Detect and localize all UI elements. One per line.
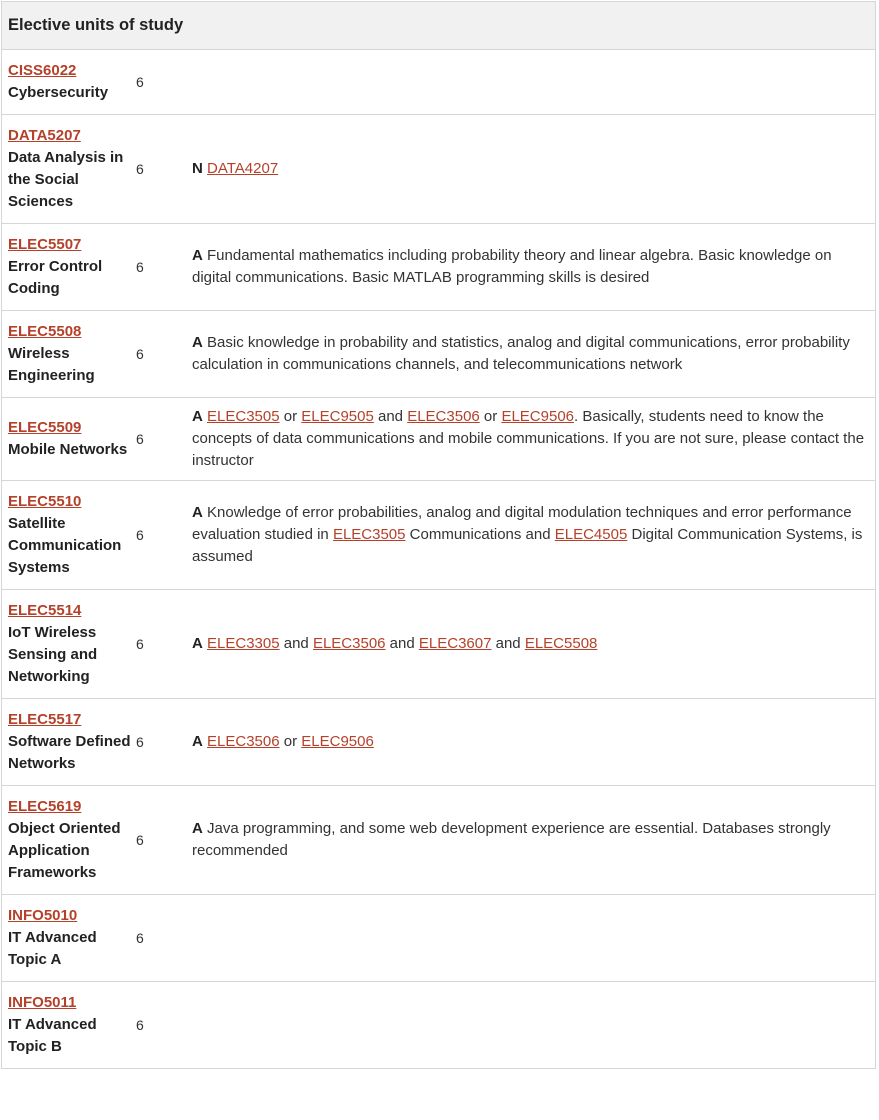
unit-code-link[interactable]: ELEC5619 bbox=[8, 798, 82, 815]
requirement-text: or bbox=[479, 408, 502, 425]
unit-cell bbox=[2, 699, 134, 785]
table-row bbox=[2, 590, 875, 699]
requirement-type: A bbox=[192, 334, 203, 351]
requirements-cell bbox=[192, 398, 875, 480]
table-row bbox=[2, 481, 875, 590]
unit-name: Error Control Coding bbox=[8, 258, 103, 297]
unit-cell bbox=[2, 407, 134, 471]
table-row bbox=[2, 982, 875, 1069]
requirement-type: A bbox=[192, 635, 203, 652]
unit-code-link[interactable]: ELEC5514 bbox=[8, 602, 82, 619]
unit-name: Data Analysis in the Social Sciences bbox=[8, 149, 124, 210]
table-row bbox=[2, 50, 875, 115]
requirements-cell bbox=[192, 723, 875, 761]
table-row bbox=[2, 786, 875, 895]
unit-code-link[interactable]: ELEC5510 bbox=[8, 493, 82, 510]
unit-name: Mobile Networks bbox=[8, 441, 128, 458]
requirement-type: A bbox=[192, 733, 203, 750]
table-row bbox=[2, 895, 875, 982]
credit-points: 6 bbox=[136, 259, 144, 275]
requirement-text: Communications and bbox=[405, 526, 555, 543]
requirement-text: Digital Communication Systems, is assumed bbox=[192, 526, 863, 565]
requirements-cell bbox=[192, 494, 875, 576]
requirement-type: A bbox=[192, 504, 203, 521]
unit-name: Wireless Engineering bbox=[8, 345, 95, 384]
credit-points: 6 bbox=[136, 431, 144, 447]
requirement-unit-link[interactable]: ELEC4505 bbox=[554, 526, 628, 543]
requirement-text: and bbox=[373, 408, 408, 425]
unit-code-link[interactable]: INFO5010 bbox=[8, 907, 78, 924]
requirement-unit-link[interactable]: ELEC3607 bbox=[418, 635, 492, 652]
table-row bbox=[2, 398, 875, 481]
requirement-unit-link[interactable]: ELEC3506 bbox=[312, 635, 386, 652]
credit-points: 6 bbox=[136, 930, 144, 946]
unit-code-link[interactable]: ELEC5509 bbox=[8, 419, 82, 436]
unit-code-link[interactable]: ELEC5508 bbox=[8, 323, 82, 340]
unit-cell bbox=[2, 982, 134, 1068]
unit-cell bbox=[2, 311, 134, 397]
requirement-type: A bbox=[192, 247, 203, 264]
unit-name: Cybersecurity bbox=[8, 84, 109, 101]
unit-name: IT Advanced Topic B bbox=[8, 1016, 97, 1055]
requirement-type: N bbox=[192, 160, 203, 177]
requirement-text: Basic knowledge in probability and statistics, analog and digital communications, error probability calculation in communications channels, and telecommunications network bbox=[192, 334, 850, 373]
unit-name: Object Oriented Application Frameworks bbox=[8, 820, 121, 881]
requirement-text: or bbox=[279, 733, 302, 750]
requirement-unit-link[interactable]: DATA4207 bbox=[207, 160, 279, 177]
credit-points: 6 bbox=[136, 1017, 144, 1033]
unit-cell bbox=[2, 481, 134, 589]
requirements-cell bbox=[192, 1017, 875, 1033]
unit-cell bbox=[2, 50, 134, 114]
requirement-text: and bbox=[279, 635, 313, 652]
unit-name: IoT Wireless Sensing and Networking bbox=[8, 624, 98, 685]
unit-name: IT Advanced Topic A bbox=[8, 929, 97, 968]
requirement-text: and bbox=[385, 635, 419, 652]
unit-cell bbox=[2, 590, 134, 698]
requirements-cell bbox=[192, 324, 875, 384]
credit-points: 6 bbox=[136, 832, 144, 848]
table-row bbox=[2, 115, 875, 224]
requirement-unit-link[interactable]: ELEC9506 bbox=[501, 408, 575, 425]
requirements-cell bbox=[192, 74, 875, 90]
unit-code-link[interactable]: INFO5011 bbox=[8, 994, 77, 1011]
requirement-type: A bbox=[192, 820, 203, 837]
requirement-type: A bbox=[192, 408, 203, 425]
requirement-text: or bbox=[279, 408, 302, 425]
requirement-text: . Basically, students need to know the concepts of data communications and mobile communications. If you are not sure, please contact the instructor bbox=[192, 408, 865, 469]
credit-points: 6 bbox=[136, 734, 144, 750]
requirement-unit-link[interactable]: ELEC3305 bbox=[207, 635, 280, 652]
requirement-unit-link[interactable]: ELEC3506 bbox=[407, 408, 480, 425]
requirement-unit-link[interactable]: ELEC5508 bbox=[524, 635, 598, 652]
unit-name: Satellite Communication Systems bbox=[8, 515, 122, 576]
requirement-unit-link[interactable]: ELEC3505 bbox=[207, 408, 280, 425]
unit-name: Software Defined Networks bbox=[8, 733, 131, 772]
table-row bbox=[2, 311, 875, 398]
requirements-cell bbox=[192, 625, 875, 663]
table-row bbox=[2, 224, 875, 311]
credit-points: 6 bbox=[136, 636, 144, 652]
unit-code-link[interactable]: CISS6022 bbox=[8, 62, 77, 79]
requirement-text: and bbox=[491, 635, 525, 652]
requirement-unit-link[interactable]: ELEC9505 bbox=[301, 408, 374, 425]
section-title: Elective units of study bbox=[8, 16, 184, 34]
section-header bbox=[2, 2, 875, 50]
unit-code-link[interactable]: ELEC5517 bbox=[8, 711, 82, 728]
credit-points: 6 bbox=[136, 527, 144, 543]
requirements-cell bbox=[192, 810, 875, 870]
requirement-text: Knowledge of error probabilities, analog and digital modulation techniques and error performance evaluation studied in bbox=[192, 504, 852, 543]
requirement-text: Java programming, and some web development experience are essential. Databases strongly recommended bbox=[192, 820, 831, 859]
unit-cell bbox=[2, 786, 134, 894]
unit-code-link[interactable]: DATA5207 bbox=[8, 127, 81, 144]
requirement-unit-link[interactable]: ELEC3506 bbox=[207, 733, 280, 750]
requirement-unit-link[interactable]: ELEC9506 bbox=[301, 733, 374, 750]
unit-cell bbox=[2, 115, 134, 223]
requirements-cell bbox=[192, 150, 875, 188]
table-row bbox=[2, 699, 875, 786]
unit-cell bbox=[2, 224, 134, 310]
requirements-cell bbox=[192, 930, 875, 946]
unit-code-link[interactable]: ELEC5507 bbox=[8, 236, 82, 253]
requirements-cell bbox=[192, 237, 875, 297]
credit-points: 6 bbox=[136, 161, 144, 177]
unit-rows bbox=[2, 50, 875, 1069]
requirement-text: Fundamental mathematics including probability theory and linear algebra. Basic knowledge on digital communications. Basic MATLAB programming skills is desired bbox=[192, 247, 832, 286]
elective-units-table bbox=[1, 1, 876, 1069]
unit-cell bbox=[2, 895, 134, 981]
credit-points: 6 bbox=[136, 346, 144, 362]
requirement-unit-link[interactable]: ELEC3505 bbox=[332, 526, 406, 543]
credit-points: 6 bbox=[136, 74, 144, 90]
